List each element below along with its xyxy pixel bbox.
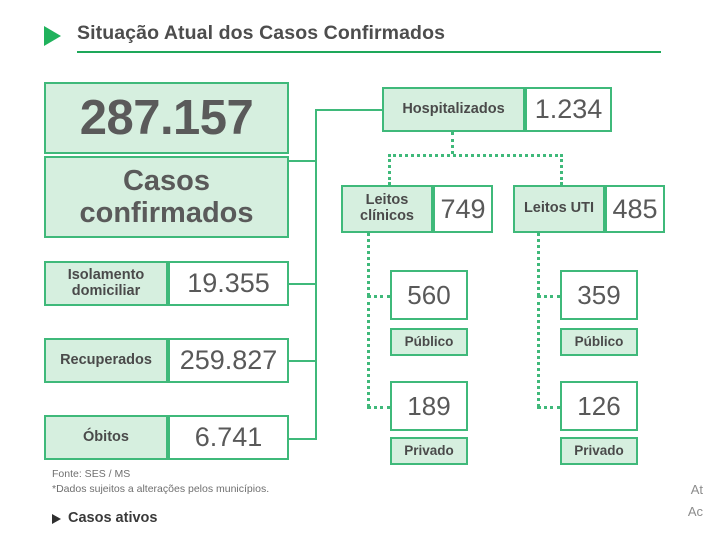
corner-text-line1: At [690, 482, 703, 497]
connector-icu-to-private [537, 406, 561, 409]
hospitalized-value: 1.234 [534, 94, 603, 124]
icu-private-label-box [560, 437, 638, 465]
icu-public-label: Público [574, 333, 624, 349]
connector-clinical-to-private [367, 406, 391, 409]
connector-bus-right-down [560, 154, 563, 185]
clinical-private-value: 189 [407, 390, 451, 421]
recovered-label: Recuperados [60, 351, 152, 368]
page-title: Situação Atual dos Casos Confirmados [77, 22, 446, 44]
confirmed-cases-label: Casos confirmados [79, 164, 254, 229]
clinical-public-label: Público [404, 333, 454, 349]
footer-section-label: Casos ativos [68, 510, 158, 526]
connector-hospitalized-down [451, 132, 454, 154]
deaths-value-box [168, 415, 289, 460]
confirmed-cases-label-box [44, 156, 289, 238]
icu-beds-value: 485 [612, 193, 658, 224]
icu-beds-label: Leitos UTI [523, 200, 595, 217]
clinical-public-label-box [390, 328, 468, 356]
recovered-value: 259.827 [179, 345, 278, 375]
clinical-beds-label-box [341, 185, 433, 233]
hospitalized-label: Hospitalizados [402, 100, 505, 117]
footnote-source: Fonte: SES / MS [52, 468, 131, 480]
isolation-value-box [168, 261, 289, 306]
hospitalized-label-box [382, 87, 525, 132]
recovered-label-box [44, 338, 168, 383]
icu-public-label-box [560, 328, 638, 356]
footnote-note: *Dados sujeitos a alterações pelos municípios. [52, 483, 270, 495]
hospitalized-value-box [525, 87, 612, 132]
corner-text-line2: Ac [687, 504, 703, 519]
clinical-beds-label: Leitos clínicos [360, 192, 414, 224]
connector-clinical-down-2 [367, 295, 370, 407]
connector-confirmed [289, 160, 316, 162]
icu-beds-value-box [605, 185, 665, 233]
connector-icu-down-2 [537, 295, 540, 407]
clinical-beds-value-box [433, 185, 493, 233]
connector-isolation [289, 283, 316, 285]
connector-deaths [289, 438, 316, 440]
connector-hospitalized-bus [388, 154, 563, 157]
clinical-public-value: 560 [407, 279, 451, 310]
clinical-private-value-box [390, 381, 468, 431]
icu-public-value: 359 [577, 279, 621, 310]
play-triangle-icon [44, 26, 61, 46]
confirmed-cases-value: 287.157 [79, 91, 254, 145]
connector-recovered [289, 360, 316, 362]
icu-private-value-box [560, 381, 638, 431]
icu-beds-label-box [513, 185, 605, 233]
clinical-beds-value: 749 [440, 193, 486, 224]
isolation-label-box [44, 261, 168, 306]
connector-bus-left-down [388, 154, 391, 185]
clinical-private-label: Privado [404, 442, 454, 458]
icu-private-value: 126 [577, 390, 621, 421]
recovered-value-box [168, 338, 289, 383]
connector-icu-down [537, 233, 540, 296]
connector-clinical-to-public [367, 295, 391, 298]
deaths-label: Óbitos [83, 428, 129, 445]
deaths-value: 6.741 [194, 422, 263, 452]
connector-clinical-down [367, 233, 370, 296]
isolation-value: 19.355 [187, 268, 270, 298]
connector-icu-to-public [537, 295, 561, 298]
isolation-label: Isolamento domiciliar [67, 266, 145, 299]
icu-public-value-box [560, 270, 638, 320]
clinical-public-value-box [390, 270, 468, 320]
icu-private-label: Privado [574, 442, 624, 458]
header-divider [77, 51, 661, 53]
clinical-private-label-box [390, 437, 468, 465]
connector-trunk-to-hospitalized [315, 109, 382, 111]
confirmed-cases-value-box [44, 82, 289, 154]
footer-play-triangle-icon [52, 514, 61, 524]
deaths-label-box [44, 415, 168, 460]
